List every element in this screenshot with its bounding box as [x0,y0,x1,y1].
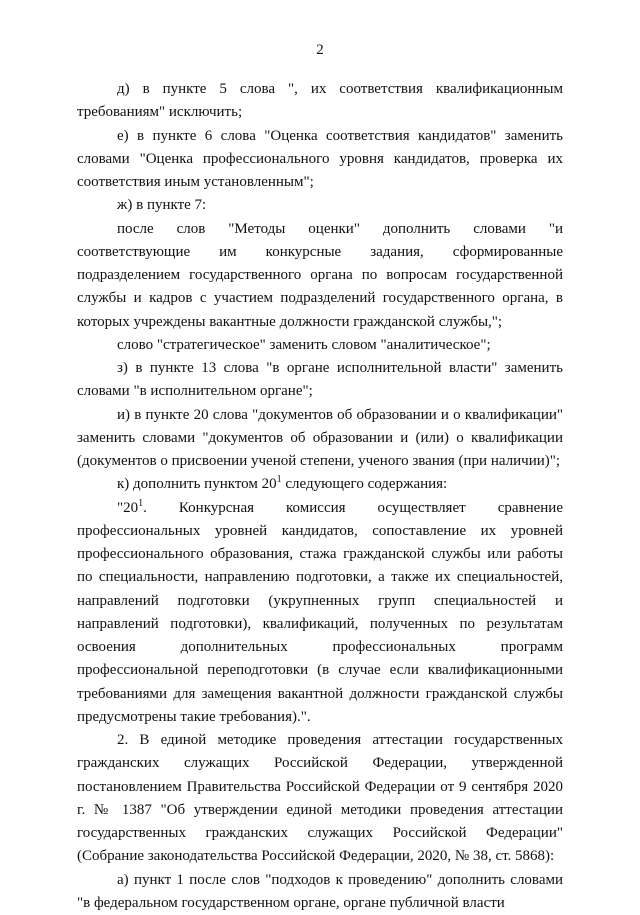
document-body [77,78,563,915]
paragraph-zh: ж) в пункте 7: [77,194,563,217]
paragraph-i: и) в пункте 20 слова "документов об образовании и о квалификации" заменить словами "документов об образовании и (или) о квалификации (документов о присвоении ученой степени, ученого звания (при наличии)"; [77,404,563,474]
paragraph-a: а) пункт 1 после слов "подходов к проведению" дополнить словами "в федеральном государственном органе, органе публичной власти [77,869,563,915]
paragraph-20-1-text-start: "20 [117,500,138,516]
page-number: 2 [0,41,640,59]
paragraph-zh-2: слово "стратегическое" заменить словом "аналитическое"; [77,334,563,357]
paragraph-20-1-superscript: 1 [138,498,143,509]
paragraph-k-text-end: следующего содержания: [282,476,448,492]
paragraph-20-1 [77,497,563,730]
paragraph-zh-1: после слов "Методы оценки" дополнить словами "и соответствующие им конкурсные задания, сформированные подразделением государственного органа по вопросам государственной службы и кадров с участием подразделений государственного органа, в которых учреждены вакантные должности гражданской службы,"; [77,218,563,334]
paragraph-k-superscript: 1 [277,474,282,485]
paragraph-d: д) в пункте 5 слова ", их соответствия квалификационным требованиям" исключить; [77,78,563,125]
paragraph-20-1-text-end: . Конкурсная комиссия осуществляет сравнение профессиональных уровней кандидатов, сопоставление их уровней профессионального образования, стажа гражданской службы или работы по специальности, направлению подготовки, а также их специальностей, направлений подготовки (укрупненных групп специальностей и направлений подготовки), квалификаций, полученных по результатам освоения дополнительных профессиональных программ профессиональной переподготовки (в случае если квалификационными требованиями для замещения вакантной должности гражданской службы предусмотрены такие требования).". [77,500,563,725]
paragraph-2: 2. В единой методике проведения аттестации государственных гражданских служащих Российской Федерации, утвержденной постановлением Правительства Российской Федерации от 9 сентября 2020 г. № 1387 "Об утверждении единой методики проведения аттестации государственных гражданских служащих Российской Федерации" (Собрание законодательства Российской Федерации, 2020, № 38, ст. 5868): [77,729,563,869]
paragraph-e: е) в пункте 6 слова "Оценка соответствия кандидатов" заменить словами "Оценка профессионального уровня кандидатов, проверка их соответствия иным установленным"; [77,125,563,195]
paragraph-k [77,473,563,496]
paragraph-z: з) в пункте 13 слова "в органе исполнительной власти" заменить словами "в исполнительном органе"; [77,357,563,404]
paragraph-k-text-start: к) дополнить пунктом 20 [117,476,277,492]
